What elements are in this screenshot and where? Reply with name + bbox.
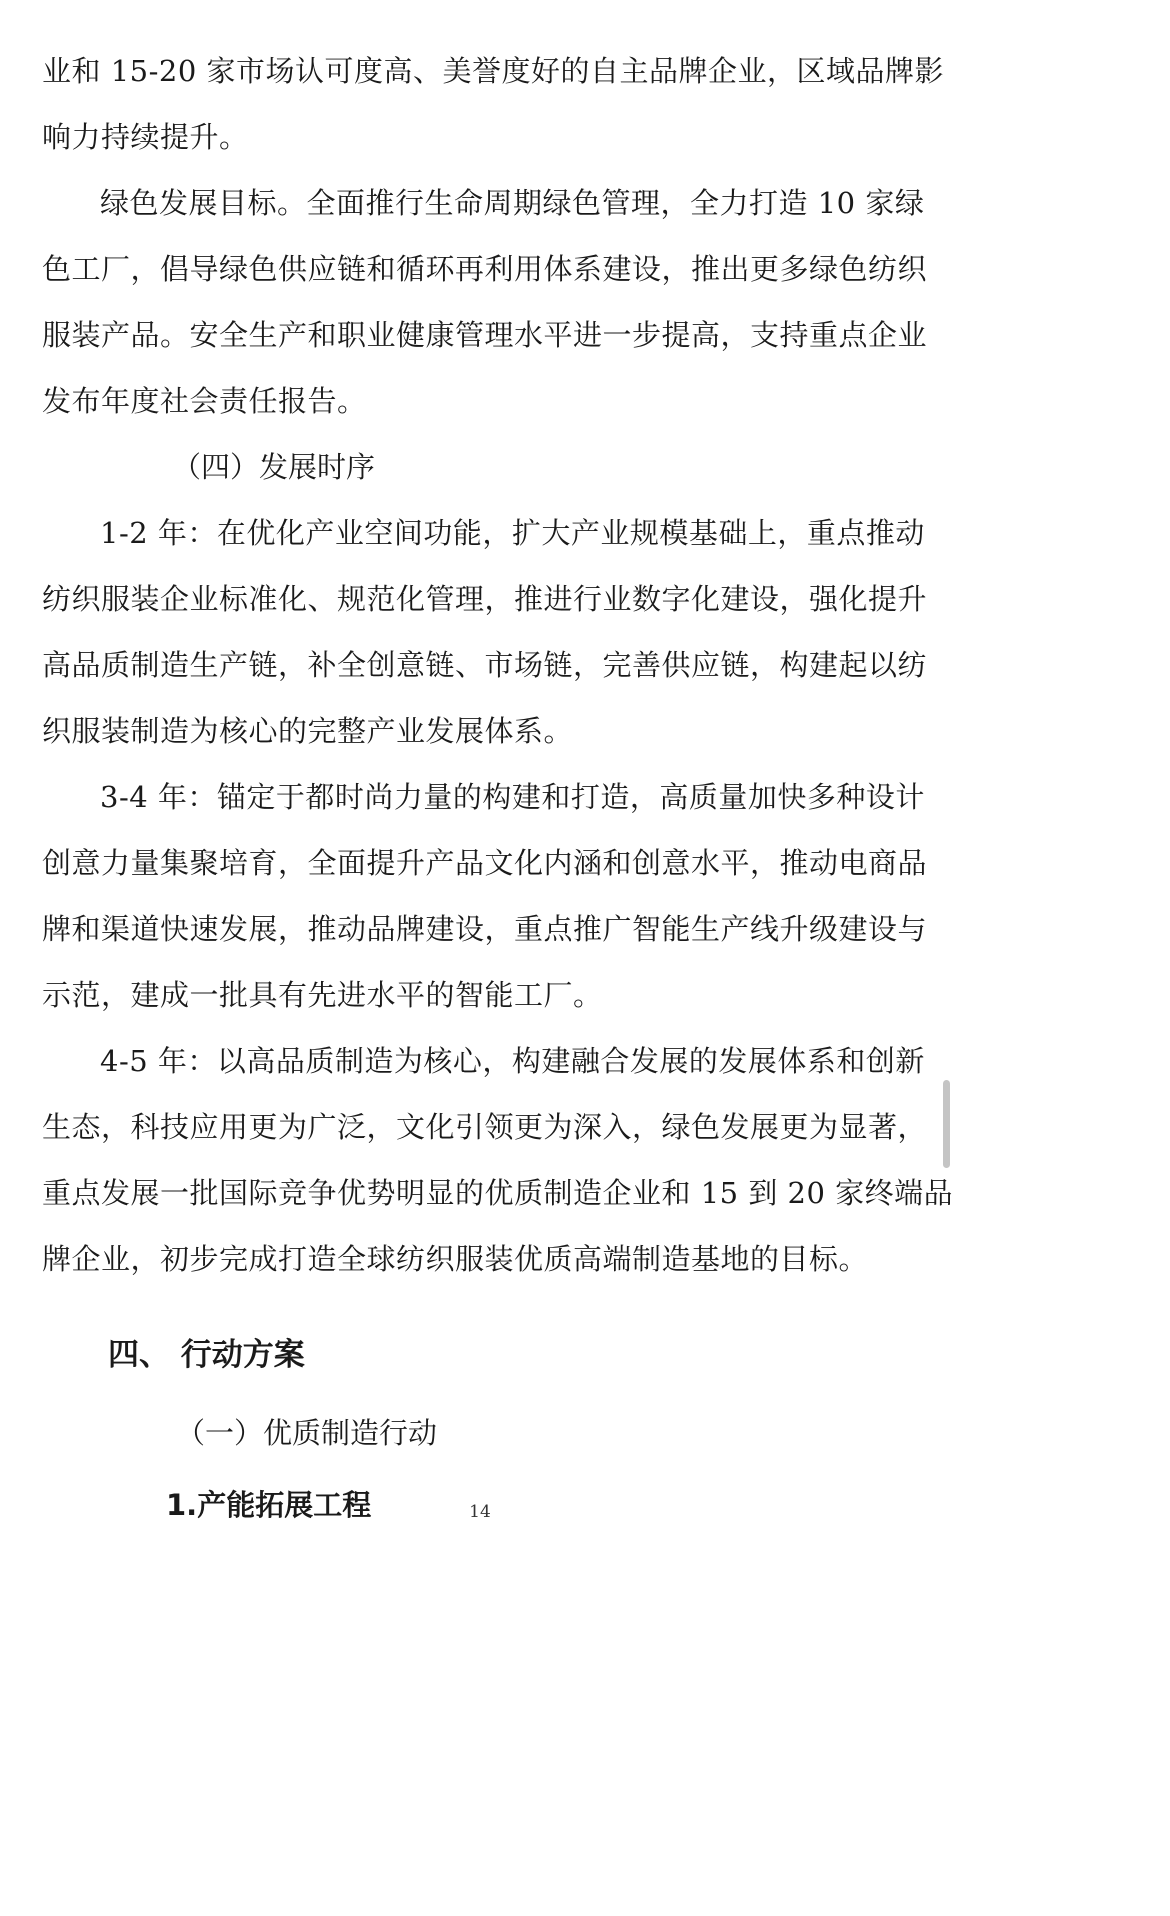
text-line: 织服装制造为核心的完整产业发展体系。 xyxy=(42,714,574,748)
text-line: 响力持续提升。 xyxy=(42,120,249,154)
text-line: 高品质制造生产链，补全创意链、市场链，完善供应链，构建起以纺 xyxy=(42,648,928,682)
subsection-heading-quality-manufacturing: （一）优质制造行动 xyxy=(176,1416,438,1450)
subsection-heading-development-timeline: （四）发展时序 xyxy=(172,450,376,484)
paragraph-brand-goal-continued xyxy=(42,38,945,170)
item-heading-capacity-expansion: 1.产能拓展工程 xyxy=(166,1488,372,1522)
paragraph-years-3-4 xyxy=(42,764,928,1028)
text-line: 服装产品。安全生产和职业健康管理水平进一步提高，支持重点企业 xyxy=(42,318,928,352)
text-line: 牌企业，初步完成打造全球纺织服装优质高端制造基地的目标。 xyxy=(42,1242,869,1276)
paragraph-years-1-2 xyxy=(42,500,928,764)
text-line: 1-2 年：在优化产业空间功能，扩大产业规模基础上，重点推动 xyxy=(100,516,925,550)
section-heading-action-plan: 四、 行动方案 xyxy=(108,1337,305,1373)
text-line: 重点发展一批国际竞争优势明显的优质制造企业和 15 到 20 家终端品 xyxy=(42,1176,954,1210)
text-line: 发布年度社会责任报告。 xyxy=(42,384,367,418)
text-line: 示范，建成一批具有先进水平的智能工厂。 xyxy=(42,978,603,1012)
text-line: 绿色发展目标。全面推行生命周期绿色管理，全力打造 10 家绿 xyxy=(100,186,925,220)
vertical-scrollbar[interactable] xyxy=(943,1080,950,1168)
text-line: 4-5 年：以高品质制造为核心，构建融合发展的发展体系和创新 xyxy=(100,1044,925,1078)
document-page xyxy=(42,38,954,1538)
page-number: 14 xyxy=(469,1502,491,1522)
text-line: 创意力量集聚培育，全面提升产品文化内涵和创意水平，推动电商品 xyxy=(42,846,928,880)
text-line: 色工厂，倡导绿色供应链和循环再利用体系建设，推出更多绿色纺织 xyxy=(42,252,928,286)
text-line: 牌和渠道快速发展，推动品牌建设，重点推广智能生产线升级建设与 xyxy=(42,912,928,946)
text-line: 业和 15-20 家市场认可度高、美誉度好的自主品牌企业，区域品牌影 xyxy=(42,54,945,88)
text-line: 生态，科技应用更为广泛，文化引领更为深入，绿色发展更为显著， xyxy=(42,1110,928,1144)
paragraph-years-4-5 xyxy=(42,1028,954,1292)
paragraph-green-development-goal xyxy=(42,170,928,434)
text-line: 纺织服装企业标准化、规范化管理，推进行业数字化建设，强化提升 xyxy=(42,582,928,616)
text-line: 3-4 年：锚定于都时尚力量的构建和打造，高质量加快多种设计 xyxy=(100,780,925,814)
